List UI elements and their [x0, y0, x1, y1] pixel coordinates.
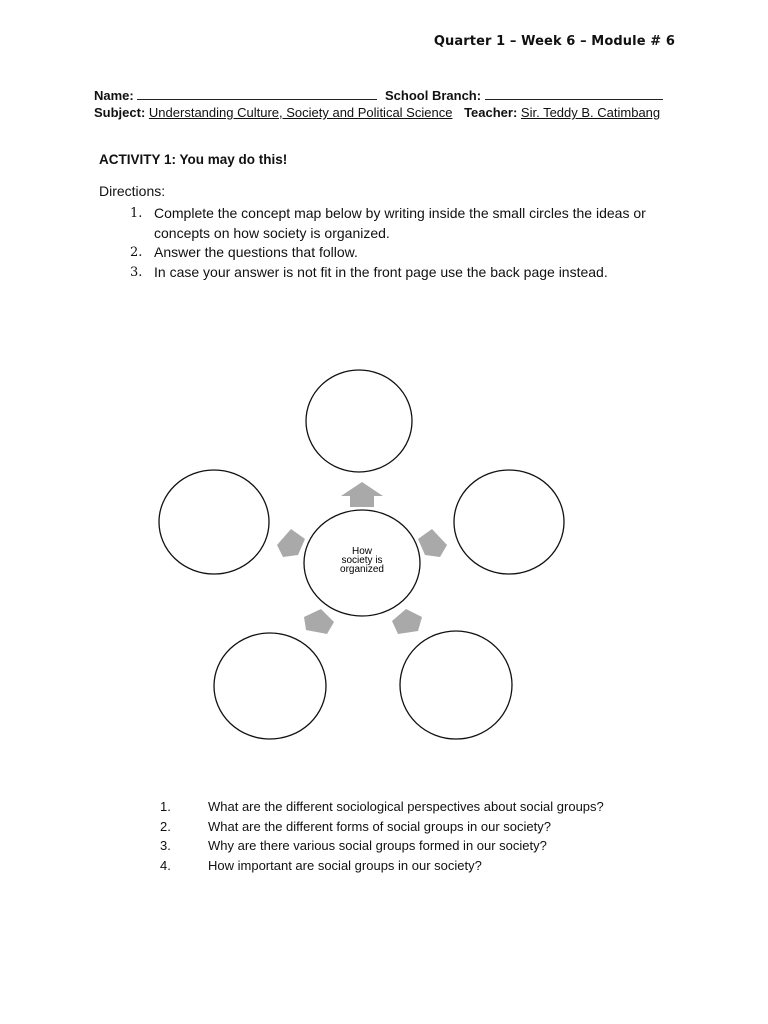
direction-text: In case your answer is not fit in the front page use the back page instead. — [154, 263, 608, 280]
question-text: What are the different forms of social groups in our society? — [208, 818, 551, 834]
question-text: What are the different sociological perspectives about social groups? — [208, 799, 604, 814]
school-branch-label: School Branch: — [385, 88, 482, 103]
question-number: 1. — [160, 799, 171, 814]
teacher-value: Sir. Teddy B. Catimbang — [520, 105, 661, 120]
question-number: 4. — [160, 857, 171, 873]
question-text: How important are social groups in our society? — [208, 857, 482, 873]
questions-list — [160, 797, 604, 875]
direction-number: 2. — [130, 245, 143, 260]
question-number: 3. — [160, 838, 171, 853]
center-text-line: society is — [341, 555, 383, 566]
question-item — [160, 836, 604, 856]
direction-number: 3. — [130, 264, 143, 280]
teacher-label: Teacher: — [464, 105, 518, 120]
activity-title: ACTIVITY 1: You may do this! — [99, 152, 288, 167]
idea-circle-bottom-left[interactable] — [214, 633, 326, 739]
direction-text: Answer the questions that follow. — [154, 244, 358, 260]
idea-circle-bottom-right[interactable] — [400, 631, 512, 739]
center-text-line: organized — [340, 564, 384, 575]
subject-label: Subject: — [94, 105, 146, 120]
arrow-bottom-left-icon — [304, 609, 334, 634]
direction-text: Complete the concept map below by writing inside the small circles the ideas or concepts on how society is organized. — [154, 205, 646, 241]
direction-number: 1. — [130, 206, 143, 221]
question-item — [160, 817, 604, 837]
name-label: Name: — [94, 88, 134, 103]
directions-label: Directions: — [99, 183, 166, 199]
question-item — [160, 797, 604, 817]
arrow-bottom-right-icon — [392, 609, 422, 634]
arrow-right-icon — [418, 529, 447, 557]
question-item — [160, 856, 604, 876]
subject-value: Understanding Culture, Society and Political Science — [148, 105, 453, 120]
center-text-line: How — [351, 546, 373, 557]
idea-circle-right[interactable] — [454, 470, 564, 574]
arrow-up-icon — [341, 482, 383, 507]
module-header: Quarter 1 – Week 6 – Module # 6 — [433, 34, 675, 49]
idea-circle-left[interactable] — [159, 470, 269, 574]
arrow-left-icon — [277, 529, 305, 557]
question-number: 2. — [160, 818, 171, 834]
idea-circle-top[interactable] — [306, 370, 412, 472]
question-text: Why are there various social groups formed in our society? — [208, 838, 547, 853]
